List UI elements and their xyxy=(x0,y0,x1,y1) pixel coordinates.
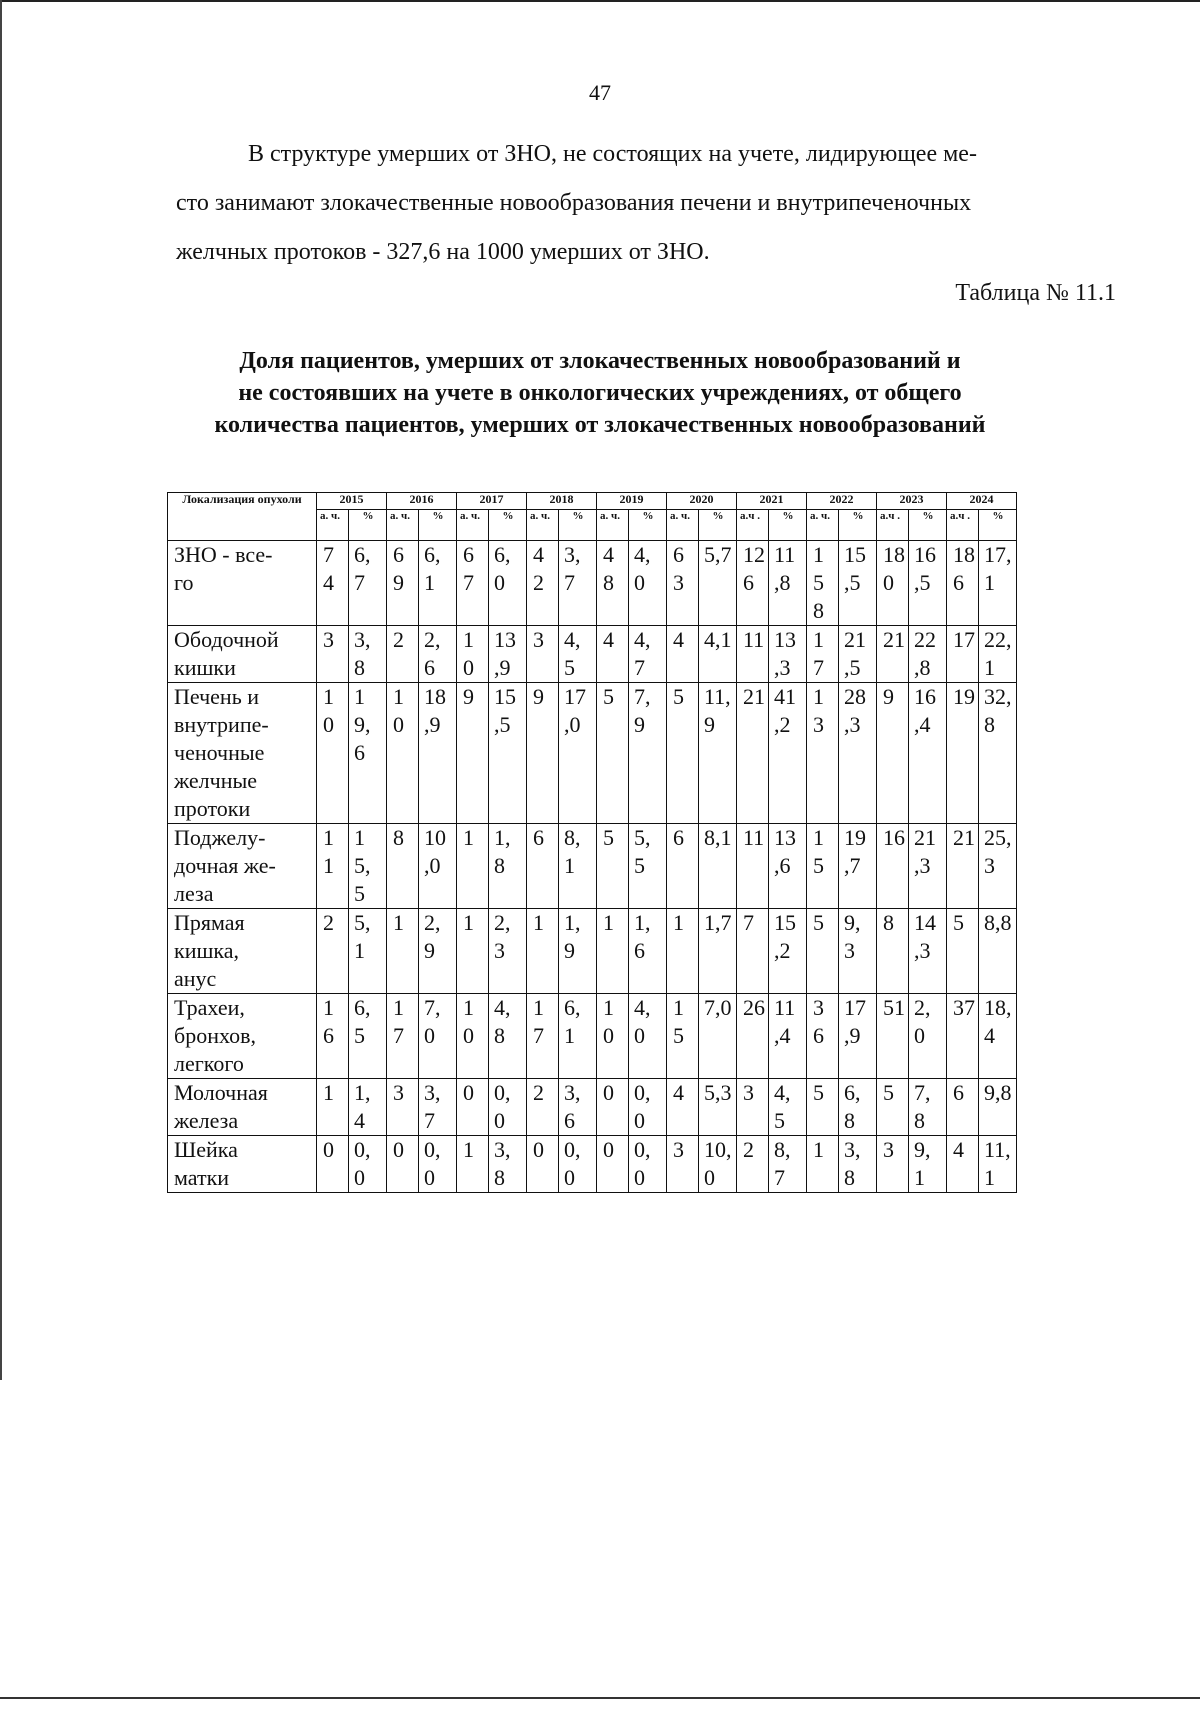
percent-cell: 28 ,3 xyxy=(839,683,877,824)
percent-cell: 2, 9 xyxy=(419,909,457,994)
percent-cell: 13 ,9 xyxy=(489,626,527,683)
location-header: Локализация опухоли xyxy=(168,493,317,541)
count-cell: 8 xyxy=(387,824,419,909)
count-cell: 1 5 8 xyxy=(807,541,839,626)
count-cell: 9 xyxy=(527,683,559,824)
percent-cell: 3, 6 xyxy=(559,1079,597,1136)
count-subheader: а. ч. xyxy=(807,510,839,541)
count-cell: 12 6 xyxy=(737,541,769,626)
percent-cell: 0, 0 xyxy=(489,1079,527,1136)
count-cell: 21 xyxy=(737,683,769,824)
count-cell: 1 7 xyxy=(387,994,419,1079)
percent-cell: 6, 1 xyxy=(419,541,457,626)
count-cell: 1 0 xyxy=(457,626,489,683)
paragraph-line: В структуре умерших от ЗНО, не состоящих на учете, лидирующее ме- xyxy=(248,141,977,167)
percent-cell: 3, 7 xyxy=(559,541,597,626)
table-row xyxy=(168,683,1017,824)
percent-cell: 1, 4 xyxy=(349,1079,387,1136)
row-label: Печень и внутрипе- ченочные желчные протоки xyxy=(168,683,317,824)
percent-cell: 13 ,6 xyxy=(769,824,807,909)
scan-edge-top xyxy=(0,0,1200,2)
table-title-line: количества пациентов, умерших от злокачественных новообразований xyxy=(214,412,986,438)
percent-cell: 0, 0 xyxy=(559,1136,597,1193)
percent-subheader: % xyxy=(979,510,1017,541)
count-cell: 3 xyxy=(737,1079,769,1136)
percent-subheader: % xyxy=(489,510,527,541)
count-cell: 3 xyxy=(317,626,349,683)
percent-cell: 8, 7 xyxy=(769,1136,807,1193)
count-cell: 2 xyxy=(387,626,419,683)
count-cell: 1 1 xyxy=(317,824,349,909)
count-cell: 3 xyxy=(527,626,559,683)
count-cell: 4 xyxy=(667,626,699,683)
count-cell: 3 xyxy=(667,1136,699,1193)
year-header: 2015 xyxy=(317,493,387,510)
percent-cell: 7, 0 xyxy=(419,994,457,1079)
count-cell: 1 xyxy=(457,909,489,994)
percent-subheader: % xyxy=(349,510,387,541)
percent-subheader: % xyxy=(629,510,667,541)
count-subheader: а.ч . xyxy=(877,510,909,541)
count-cell: 1 5 xyxy=(807,824,839,909)
scan-edge-left xyxy=(0,0,2,1380)
count-cell: 5 xyxy=(947,909,979,994)
percent-cell: 14 ,3 xyxy=(909,909,947,994)
count-cell: 18 6 xyxy=(947,541,979,626)
count-cell: 1 6 xyxy=(317,994,349,1079)
year-header: 2018 xyxy=(527,493,597,510)
count-cell: 4 xyxy=(597,626,629,683)
count-cell: 5 xyxy=(597,683,629,824)
count-cell: 6 7 xyxy=(457,541,489,626)
percent-cell: 8, 1 xyxy=(559,824,597,909)
percent-cell: 16 ,4 xyxy=(909,683,947,824)
percent-cell: 6, 0 xyxy=(489,541,527,626)
year-header: 2023 xyxy=(877,493,947,510)
year-header: 2024 xyxy=(947,493,1017,510)
table-row xyxy=(168,994,1017,1079)
percent-cell: 3, 8 xyxy=(349,626,387,683)
count-subheader: а. ч. xyxy=(597,510,629,541)
count-cell: 5 xyxy=(807,1079,839,1136)
count-cell: 0 xyxy=(597,1079,629,1136)
count-cell: 6 9 xyxy=(387,541,419,626)
row-label: Поджелу- дочная же- леза xyxy=(168,824,317,909)
count-cell: 3 xyxy=(877,1136,909,1193)
percent-subheader: % xyxy=(839,510,877,541)
count-cell: 2 xyxy=(737,1136,769,1193)
count-cell: 1 0 xyxy=(457,994,489,1079)
percent-cell: 6, 7 xyxy=(349,541,387,626)
percent-cell: 1, 8 xyxy=(489,824,527,909)
table-row xyxy=(168,626,1017,683)
row-label: Ободочной кишки xyxy=(168,626,317,683)
count-cell: 1 0 xyxy=(317,683,349,824)
percent-cell: 9, 1 xyxy=(909,1136,947,1193)
table-row xyxy=(168,1079,1017,1136)
percent-cell: 7, 9 xyxy=(629,683,667,824)
year-header: 2019 xyxy=(597,493,667,510)
count-cell: 8 xyxy=(877,909,909,994)
count-cell: 0 xyxy=(597,1136,629,1193)
percent-cell: 0, 0 xyxy=(629,1079,667,1136)
percent-cell: 22 ,8 xyxy=(909,626,947,683)
percent-cell: 22, 1 xyxy=(979,626,1017,683)
table-title-line: Доля пациентов, умерших от злокачественных новообразований и xyxy=(239,348,961,374)
count-cell: 1 xyxy=(807,1136,839,1193)
percent-cell: 1, 9 xyxy=(559,909,597,994)
percent-cell: 10, 0 xyxy=(699,1136,737,1193)
percent-cell: 25, 3 xyxy=(979,824,1017,909)
count-cell: 0 xyxy=(527,1136,559,1193)
count-subheader: а. ч. xyxy=(667,510,699,541)
count-cell: 5 xyxy=(807,909,839,994)
count-cell: 4 8 xyxy=(597,541,629,626)
count-cell: 19 xyxy=(947,683,979,824)
count-cell: 1 xyxy=(527,909,559,994)
count-cell: 2 xyxy=(317,909,349,994)
count-cell: 21 xyxy=(877,626,909,683)
table-header xyxy=(168,493,1017,541)
percent-subheader: % xyxy=(699,510,737,541)
percent-cell: 4, 0 xyxy=(629,994,667,1079)
percent-cell: 11, 9 xyxy=(699,683,737,824)
count-cell: 0 xyxy=(457,1079,489,1136)
count-cell: 21 xyxy=(947,824,979,909)
percent-cell: 7, 8 xyxy=(909,1079,947,1136)
percent-cell: 8,8 xyxy=(979,909,1017,994)
percent-cell: 13 ,3 xyxy=(769,626,807,683)
count-cell: 3 6 xyxy=(807,994,839,1079)
count-cell: 37 xyxy=(947,994,979,1079)
paragraph-line: желчных протоков - 327,6 на 1000 умерших от ЗНО. xyxy=(176,239,710,265)
percent-cell: 6, 8 xyxy=(839,1079,877,1136)
count-cell: 1 xyxy=(457,1136,489,1193)
percent-cell: 18, 4 xyxy=(979,994,1017,1079)
percent-cell: 18 ,9 xyxy=(419,683,457,824)
count-cell: 11 xyxy=(737,824,769,909)
count-cell: 4 xyxy=(947,1136,979,1193)
count-cell: 5 xyxy=(597,824,629,909)
count-subheader: а. ч. xyxy=(317,510,349,541)
table-row xyxy=(168,909,1017,994)
percent-cell: 11 ,8 xyxy=(769,541,807,626)
count-cell: 1 xyxy=(597,909,629,994)
count-cell: 6 xyxy=(527,824,559,909)
page-number: 47 xyxy=(589,80,611,105)
count-cell: 1 xyxy=(667,909,699,994)
body-paragraph xyxy=(176,130,1116,277)
percent-cell: 1, 6 xyxy=(629,909,667,994)
row-label: Молочная железа xyxy=(168,1079,317,1136)
count-cell: 0 xyxy=(317,1136,349,1193)
count-subheader: а. ч. xyxy=(457,510,489,541)
year-header: 2022 xyxy=(807,493,877,510)
percent-cell: 15 ,2 xyxy=(769,909,807,994)
percent-cell: 21 ,5 xyxy=(839,626,877,683)
percent-cell: 17, 1 xyxy=(979,541,1017,626)
table-label: Таблица № 11.1 xyxy=(955,280,1116,306)
count-cell: 26 xyxy=(737,994,769,1079)
count-cell: 1 xyxy=(387,909,419,994)
percent-subheader: % xyxy=(769,510,807,541)
count-cell: 5 xyxy=(877,1079,909,1136)
percent-cell: 4, 0 xyxy=(629,541,667,626)
percent-cell: 1 5, 5 xyxy=(349,824,387,909)
count-cell: 1 0 xyxy=(597,994,629,1079)
percent-cell: 6, 1 xyxy=(559,994,597,1079)
count-cell: 6 xyxy=(667,824,699,909)
percent-cell: 11 ,4 xyxy=(769,994,807,1079)
count-cell: 1 7 xyxy=(807,626,839,683)
table-row xyxy=(168,824,1017,909)
row-label: ЗНО - все- го xyxy=(168,541,317,626)
percent-cell: 3, 8 xyxy=(489,1136,527,1193)
count-cell: 16 xyxy=(877,824,909,909)
percent-cell: 9, 3 xyxy=(839,909,877,994)
percent-cell: 2, 0 xyxy=(909,994,947,1079)
percent-cell: 15 ,5 xyxy=(489,683,527,824)
count-subheader: а.ч . xyxy=(947,510,979,541)
count-cell: 1 5 xyxy=(667,994,699,1079)
percent-cell: 2, 3 xyxy=(489,909,527,994)
percent-cell: 4, 8 xyxy=(489,994,527,1079)
percent-subheader: % xyxy=(559,510,597,541)
mortality-table xyxy=(167,492,1017,1193)
count-cell: 0 xyxy=(387,1136,419,1193)
percent-cell: 0, 0 xyxy=(349,1136,387,1193)
count-subheader: а.ч . xyxy=(737,510,769,541)
count-subheader: а. ч. xyxy=(387,510,419,541)
table-body xyxy=(168,541,1017,1193)
count-cell: 6 3 xyxy=(667,541,699,626)
percent-cell: 8,1 xyxy=(699,824,737,909)
percent-cell: 15 ,5 xyxy=(839,541,877,626)
percent-cell: 21 ,3 xyxy=(909,824,947,909)
year-header: 2020 xyxy=(667,493,737,510)
row-label: Прямая кишка, анус xyxy=(168,909,317,994)
paragraph-line: сто занимают злокачественные новообразования печени и внутрипеченочных xyxy=(176,190,972,216)
count-cell: 9 xyxy=(877,683,909,824)
percent-cell: 5, 5 xyxy=(629,824,667,909)
count-cell: 7 xyxy=(737,909,769,994)
count-subheader: а. ч. xyxy=(527,510,559,541)
count-cell: 3 xyxy=(387,1079,419,1136)
count-cell: 1 0 xyxy=(387,683,419,824)
count-cell: 51 xyxy=(877,994,909,1079)
percent-cell: 4,1 xyxy=(699,626,737,683)
count-cell: 4 xyxy=(667,1079,699,1136)
row-label: Шейка матки xyxy=(168,1136,317,1193)
table-title xyxy=(120,345,1080,441)
year-header: 2016 xyxy=(387,493,457,510)
percent-cell: 4, 5 xyxy=(769,1079,807,1136)
row-label: Трахеи, бронхов, легкого xyxy=(168,994,317,1079)
percent-subheader: % xyxy=(909,510,947,541)
count-cell: 1 3 xyxy=(807,683,839,824)
percent-cell: 0, 0 xyxy=(419,1136,457,1193)
percent-cell: 5,3 xyxy=(699,1079,737,1136)
percent-cell: 0, 0 xyxy=(629,1136,667,1193)
percent-subheader: % xyxy=(419,510,457,541)
percent-cell: 4, 7 xyxy=(629,626,667,683)
scan-edge-bottom xyxy=(0,1697,1200,1699)
percent-cell: 5,7 xyxy=(699,541,737,626)
table-row xyxy=(168,1136,1017,1193)
percent-cell: 32, 8 xyxy=(979,683,1017,824)
percent-cell: 19 ,7 xyxy=(839,824,877,909)
percent-cell: 1 9, 6 xyxy=(349,683,387,824)
count-cell: 5 xyxy=(667,683,699,824)
count-cell: 11 xyxy=(737,626,769,683)
percent-cell: 5, 1 xyxy=(349,909,387,994)
count-cell: 6 xyxy=(947,1079,979,1136)
percent-cell: 3, 8 xyxy=(839,1136,877,1193)
year-header-row xyxy=(168,493,1017,510)
percent-cell: 6, 5 xyxy=(349,994,387,1079)
count-cell: 4 2 xyxy=(527,541,559,626)
percent-cell: 17 ,9 xyxy=(839,994,877,1079)
table-title-line: не состоявших на учете в онкологических учреждениях, от общего xyxy=(238,380,962,406)
percent-cell: 10 ,0 xyxy=(419,824,457,909)
count-cell: 1 xyxy=(457,824,489,909)
percent-cell: 16 ,5 xyxy=(909,541,947,626)
count-cell: 2 xyxy=(527,1079,559,1136)
percent-cell: 7,0 xyxy=(699,994,737,1079)
count-cell: 17 xyxy=(947,626,979,683)
count-cell: 1 7 xyxy=(527,994,559,1079)
percent-cell: 3, 7 xyxy=(419,1079,457,1136)
count-cell: 1 xyxy=(317,1079,349,1136)
count-cell: 18 0 xyxy=(877,541,909,626)
count-cell: 9 xyxy=(457,683,489,824)
year-header: 2021 xyxy=(737,493,807,510)
percent-cell: 9,8 xyxy=(979,1079,1017,1136)
percent-cell: 41 ,2 xyxy=(769,683,807,824)
percent-cell: 2, 6 xyxy=(419,626,457,683)
percent-cell: 11, 1 xyxy=(979,1136,1017,1193)
percent-cell: 17 ,0 xyxy=(559,683,597,824)
count-cell: 7 4 xyxy=(317,541,349,626)
percent-cell: 1,7 xyxy=(699,909,737,994)
year-header: 2017 xyxy=(457,493,527,510)
percent-cell: 4, 5 xyxy=(559,626,597,683)
table-row xyxy=(168,541,1017,626)
